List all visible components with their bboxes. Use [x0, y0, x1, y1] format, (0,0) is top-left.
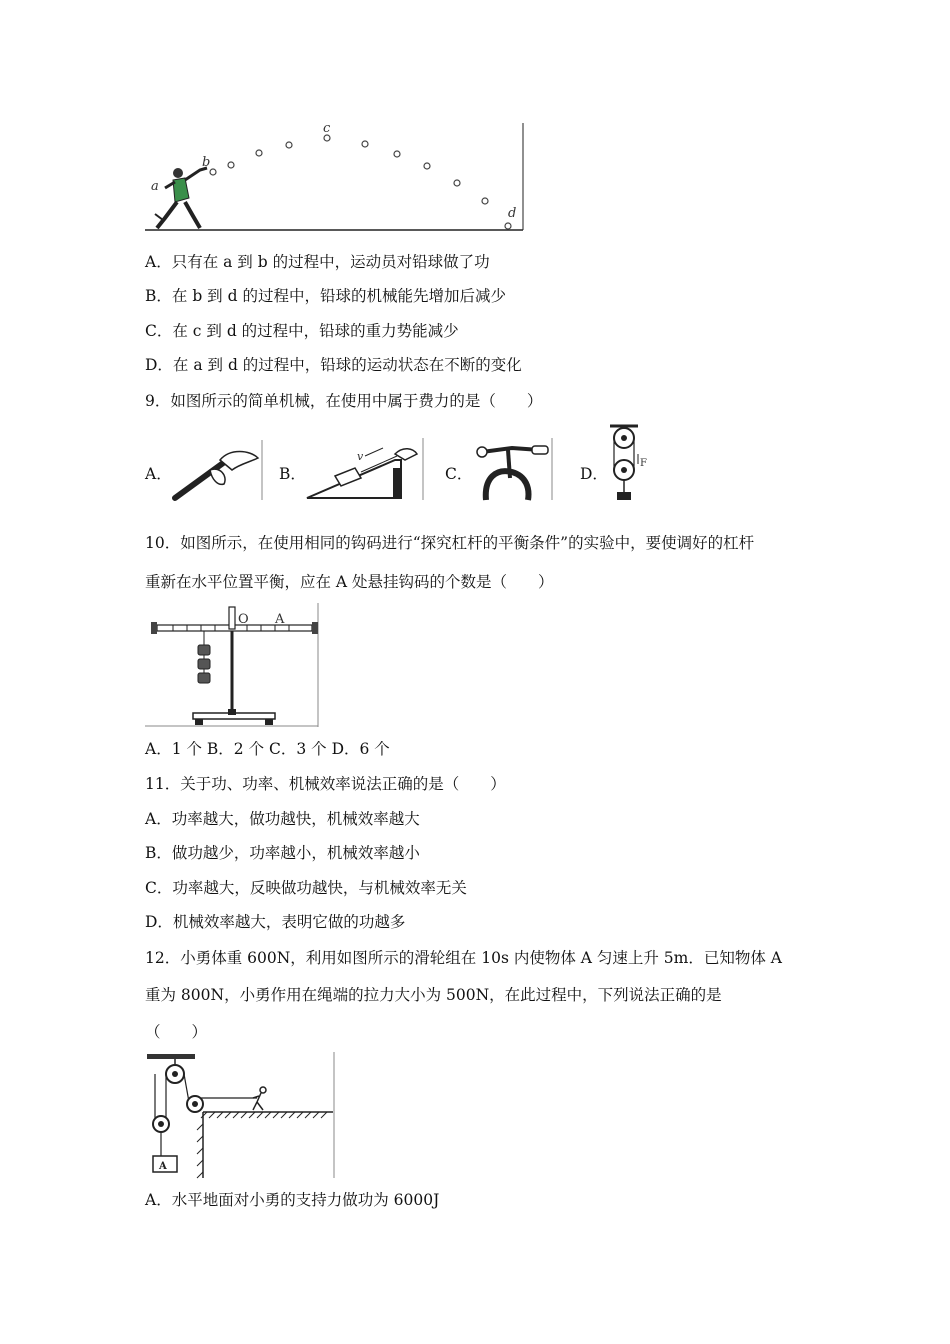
ball-point [256, 150, 262, 156]
force-label: F [640, 458, 647, 469]
q10-stem-line2: 重新在水平位置平衡，应在 A 处悬挂钩码的个数是（ ） [145, 573, 554, 591]
q12-stem-line1: 12．小勇体重 600N，利用如图所示的滑轮组在 10s 内使物体 A 匀速上升 5m．已知物体 A [145, 949, 782, 967]
ball-point [424, 163, 430, 169]
q9-figure-c-bike-handle [472, 438, 554, 502]
shot-put-figure [145, 118, 525, 233]
ball-point [482, 198, 488, 204]
q12-stem-line2: 重为 800N，小勇作用在绳端的拉力大小为 500N，在此过程中，下列说法正确的是 [145, 986, 722, 1004]
ball-point [394, 151, 400, 157]
block-a-label: A [159, 1161, 167, 1172]
ball-point [362, 141, 368, 147]
q9-label-b: B． [279, 465, 306, 483]
pulley-system-figure [145, 1052, 337, 1180]
label-d: d [508, 206, 517, 221]
q10-options: A．1 个 B．2 个 C．3 个 D．6 个 [145, 740, 390, 758]
q11-option-d: D．机械效率越大，表明它做的功越多 [145, 913, 406, 931]
hook-weight [198, 673, 210, 683]
velocity-label: v [357, 450, 364, 463]
point-a-label: A [275, 612, 285, 627]
ball-point [505, 223, 511, 229]
label-c: c [323, 121, 331, 136]
q9-label-d: D． [580, 465, 608, 483]
q9-figure-d-pulley [608, 424, 652, 504]
ball-point [228, 162, 234, 168]
q9-figure-b-incline [305, 438, 425, 502]
q8-option-c: C．在 c 到 d 的过程中，铅球的重力势能减少 [145, 322, 459, 340]
q11-stem: 11．关于功、功率、机械效率说法正确的是（ ） [145, 775, 506, 793]
q11-option-b: B．做功越少，功率越小，机械效率越小 [145, 844, 420, 862]
q9-figure-a-tweezers [170, 440, 264, 502]
q9-label-a: A． [145, 465, 172, 483]
hook-weight [198, 659, 210, 669]
ball-point [454, 180, 460, 186]
q8-option-a: A．只有在 a 到 b 的过程中，运动员对铅球做了功 [145, 253, 490, 271]
q11-option-c: C．功率越大，反映做功越快，与机械效率无关 [145, 879, 467, 897]
q10-stem-line1: 10．如图所示，在使用相同的钩码进行“探究杠杆的平衡条件”的实验中，要使调好的杠杆 [145, 534, 755, 552]
q11-option-a: A．功率越大，做功越快，机械效率越大 [145, 810, 420, 828]
trajectory-points [210, 135, 511, 229]
q9-label-c: C． [445, 465, 473, 483]
hook-weight [198, 645, 210, 655]
label-a: a [151, 179, 159, 194]
ball-point [286, 142, 292, 148]
q9-stem: 9．如图所示的简单机械，在使用中属于费力的是（ ） [145, 392, 543, 410]
q8-option-b: B．在 b 到 d 的过程中，铅球的机械能先增加后减少 [145, 287, 506, 305]
q8-option-d: D．在 a 到 d 的过程中，铅球的运动状态在不断的变化 [145, 356, 522, 374]
q12-stem-line3: （ ） [145, 1023, 208, 1041]
q12-option-a: A．水平地面对小勇的支持力做功为 6000J [145, 1191, 440, 1209]
ball-point [210, 169, 216, 175]
athlete-figure [155, 168, 207, 228]
pivot-label: O [238, 612, 249, 627]
label-b: b [202, 155, 211, 170]
lever-figure [145, 603, 320, 728]
